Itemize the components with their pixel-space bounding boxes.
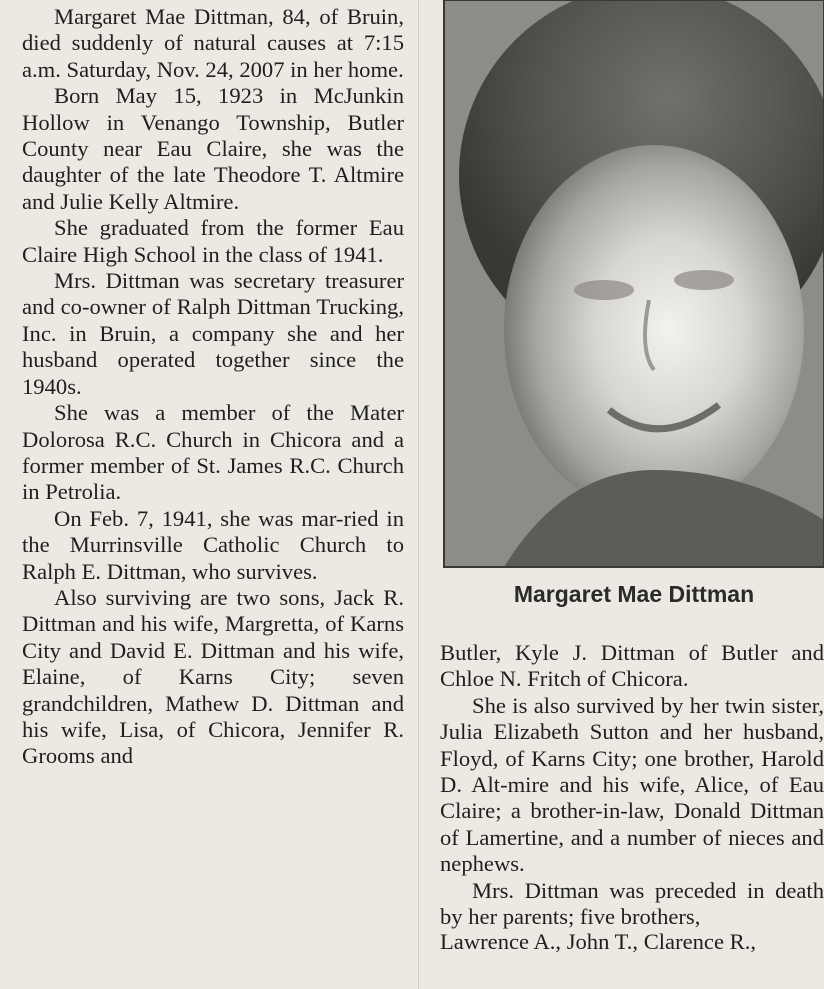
portrait-illustration	[444, 0, 824, 567]
obituary-paragraph: Butler, Kyle J. Dittman of Butler and Chloe N. Fritch of Chicora.	[440, 640, 824, 692]
obituary-paragraph: Margaret Mae Dittman, 84, of Bruin, died suddenly of natural causes at 7:15 a.m. Saturday, Nov. 24, 2007 in her home.	[22, 4, 404, 82]
obituary-paragraph: Born May 15, 1923 in McJunkin Hollow in Venango Township, Butler County near Eau Claire, she was the daughter of the late Theodore T. Altmire and Julie Kelly Altmire.	[22, 83, 404, 214]
photo-caption: Margaret Mae Dittman	[513, 581, 755, 607]
obituary-right-column	[440, 640, 824, 989]
obituary-paragraph: Mrs. Dittman was secretary treasurer and co-owner of Ralph Dittman Trucking, Inc. in Bruin, a company she and her husband operated together since the 1940s.	[22, 268, 404, 399]
obituary-left-column	[22, 4, 404, 989]
obituary-paragraph: On Feb. 7, 1941, she was mar-ried in the Murrinsville Catholic Church to Ralph E. Dittman, who survives.	[22, 505, 404, 584]
obituary-paragraph: Also surviving are two sons, Jack R. Dittman and his wife, Margretta, of Karns City and David E. Dittman and his wife, Elaine, of Karns City; seven grandchildren, Mathew D. Dittman and his wife, Lisa, of Chicora, Jennifer R. Grooms and	[22, 584, 404, 769]
obituary-paragraph: She graduated from the former Eau Claire High School in the class of 1941.	[22, 215, 404, 267]
obituary-paragraph: She was a member of the Mater Dolorosa R.C. Church in Chicora and a former member of St. James R.C. Church in Petrolia.	[22, 400, 404, 505]
portrait-photo	[444, 0, 824, 567]
obituary-paragraph: She is also survived by her twin sister, Julia Elizabeth Sutton and her husband, Floyd, of Karns City; one brother, Harold D. Alt-mire and his wife, Alice, of Eau Claire; a brother-in-law, Donald Dittman of Lamertine, and a number of nieces and nephews.	[440, 692, 824, 877]
obituary-paragraph: Mrs. Dittman was preceded in death by her parents; five brothers,	[440, 877, 824, 930]
column-divider	[418, 0, 419, 989]
cut-off-line: Lawrence A., John T., Clarence R.,	[440, 929, 757, 955]
